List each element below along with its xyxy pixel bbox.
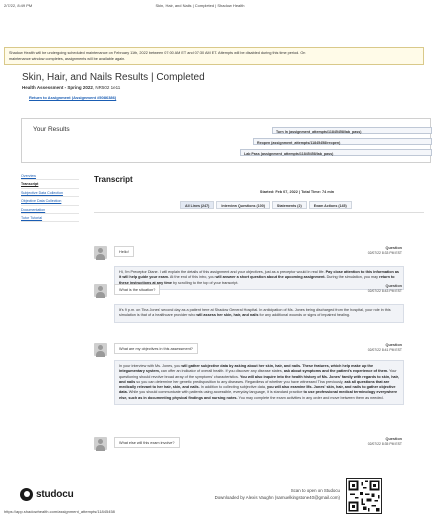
- transcript-divider: [94, 212, 424, 213]
- question-timestamp: [368, 343, 402, 353]
- answer-text: Your questioning should revolve broad array of the symptoms' characteristics.: [119, 369, 397, 379]
- maintenance-notice-line2: maintenance window completes, assignments will be available again.: [9, 56, 126, 61]
- tab-exam-actions[interactable]: Exam Actions (145): [309, 201, 352, 209]
- question-timestamp: [368, 246, 402, 256]
- answer-text: It's 9 p.m. on Tina Jones' second day as a patient here at Shadow General Hospital. In anticipation of Ms. Jones being discharged from the hospital, your role in this simulation is that of a healthcare provider who: [119, 308, 391, 318]
- question-timestamp: [368, 437, 402, 447]
- question-timestamp: [368, 284, 402, 294]
- student-avatar: [94, 343, 107, 356]
- print-page-title: Skin, Hair, and Nails | Completed | Shadow Health: [155, 3, 245, 8]
- print-url: https://app.shadowhealth.com/assignment_attempts/11845458: [4, 509, 115, 514]
- maintenance-notice-line1: Shadow Health will be undergoing scheduled maintenance on February 11th, 2022 between 07:00 AM ET and 07:30 AM ET. Attempts will be disabled during this time period. On: [9, 51, 306, 55]
- answer-text: can offer an indicator of overall health. If you discover any disease states,: [159, 369, 284, 374]
- page-title: Skin, Hair, and Nails Results | Completed: [22, 72, 205, 83]
- browser-print-header: [4, 3, 396, 11]
- answer-text: During the simulation, you may: [325, 275, 380, 280]
- question-bubble: What else will this exam involve?: [114, 437, 180, 448]
- lab-pass-button[interactable]: Lab Pass (assignment_attempts/11845458/lab_pass): [240, 149, 432, 156]
- speaker-label: Question: [385, 343, 402, 347]
- answer-text: so you can determine her genetic predisposition to any diseases. Regardless of whether you have witnessed Tina previously,: [135, 379, 345, 384]
- sidebar-item-overview[interactable]: Overview: [21, 172, 79, 180]
- sidebar-item-objective[interactable]: Objective Data Collection: [21, 197, 79, 205]
- speaker-label: Question: [385, 437, 402, 441]
- studocu-logo-mark: [20, 488, 33, 501]
- course-name: Health Assessment - Spring 2022: [22, 85, 93, 90]
- answer-text: Hi, I'm Preceptor Diane. I will explain the details of this assignment and your objectives, just as a preceptor would in real life.: [119, 270, 326, 274]
- studocu-logo: [20, 487, 74, 501]
- sidebar-item-transcript[interactable]: Transcript: [21, 180, 79, 188]
- studocu-logo-text: studocu: [36, 488, 74, 500]
- question-bubble: What are my objectives in this assessment?: [114, 343, 198, 354]
- answer-text: for any additional wounds or signs of impaired healing.: [258, 313, 350, 318]
- answer-emphasis: You will also inquire into the health history of Ms. Jones' family with regards to skin, hair, and nails: [119, 374, 399, 384]
- sidebar-item-tutorial[interactable]: Tutor Tutorial: [21, 214, 79, 222]
- reopen-button[interactable]: Reopen (assignment_attempts/11845458/reopen): [253, 138, 432, 145]
- maintenance-notice: [4, 47, 424, 65]
- student-avatar: [94, 246, 107, 259]
- answer-text: While you should communicate with patients using accessible, everyday language, it is standard practice: [127, 390, 304, 395]
- answer-emphasis: Pay close attention to this information as it will help guide your exam.: [119, 270, 400, 280]
- timestamp-text: 02/07/22 8:43 PM EST: [367, 289, 402, 293]
- answer-emphasis: will assess her skin, hair, and nails: [196, 313, 259, 318]
- timestamp-text: 02/07/22 8:41 PM EST: [367, 348, 402, 352]
- answer-emphasis: will answer a short question about the upcoming assignment.: [215, 275, 326, 280]
- question-bubble: Hello!: [114, 246, 134, 257]
- results-panel: [21, 118, 431, 163]
- transcript-filter-tabs: [180, 201, 354, 209]
- return-to-assignment-link[interactable]: Return to Assignment (Assignment #5086386): [29, 95, 117, 100]
- course-subtitle: [22, 85, 120, 90]
- answer-bubble: [114, 360, 404, 405]
- transcript-meta: Started: Feb 07, 2022 | Total Time: 74 min: [259, 190, 335, 194]
- results-title: Your Results: [33, 126, 70, 133]
- answer-text: In your interview with Ms. Jones, you: [119, 364, 182, 368]
- sidebar-item-subjective[interactable]: Subjective Data Collection: [21, 189, 79, 197]
- timestamp-text: 02/07/22 8:35 PM EST: [367, 442, 402, 446]
- print-datetime: 2/7/22, 8:49 PM: [4, 3, 33, 8]
- answer-bubble: [114, 304, 404, 323]
- question-bubble: What is the situation?: [114, 284, 160, 295]
- download-info: [200, 487, 340, 501]
- timestamp-text: 02/07/22 8:33 PM EST: [367, 251, 402, 255]
- speaker-label: Question: [385, 246, 402, 250]
- answer-emphasis: return to these instructions at any time: [119, 275, 395, 285]
- answer-text: At the end of this intro, you: [169, 275, 216, 280]
- sidebar-item-documentation[interactable]: Documentation: [21, 206, 79, 214]
- speaker-label: Question: [385, 284, 402, 288]
- tab-statements[interactable]: Statements (2): [272, 201, 307, 209]
- transcript-heading: Transcript: [94, 175, 133, 184]
- answer-text: by scrolling to the top of your transcript.: [171, 280, 239, 285]
- answer-emphasis: you will also examine Ms. Jones' skin, hair, and nails to gather objective data.: [119, 385, 396, 395]
- tab-interview-questions[interactable]: Interview Questions (100): [216, 201, 270, 209]
- results-sidebar: [21, 172, 79, 222]
- course-code: , NR502 1e11: [92, 85, 121, 90]
- student-avatar: [94, 437, 107, 450]
- tab-all-lines[interactable]: All Lines (247): [180, 201, 214, 209]
- answer-emphasis: ask all questions that are medically relevant to her hair, skin, and nails.: [119, 379, 390, 389]
- downloaded-by: Downloaded by Alexis Vaughn (samuelkingstone40@gmail.com): [214, 495, 340, 500]
- answer-emphasis: to use professional medical terminology everywhere else, such as in documenting physical findings and nursing notes.: [119, 390, 398, 400]
- answer-text: You may complete the exam activities in any order and move between them as needed.: [237, 395, 384, 400]
- answer-text: In addition to collecting subjective data,: [199, 385, 267, 389]
- scan-caption: Scan to open on Studocu: [290, 488, 340, 493]
- qr-code[interactable]: [346, 478, 382, 514]
- student-avatar: [94, 284, 107, 297]
- answer-emphasis: will gather subjective data by asking about her skin, hair, and nails. These features, which help make up the integumentary system,: [119, 364, 374, 374]
- turn-in-button[interactable]: Turn In (assignment_attempts/11845458/lab_pass): [272, 127, 432, 134]
- answer-emphasis: ask about symptoms and the patient's experience of them.: [283, 369, 389, 374]
